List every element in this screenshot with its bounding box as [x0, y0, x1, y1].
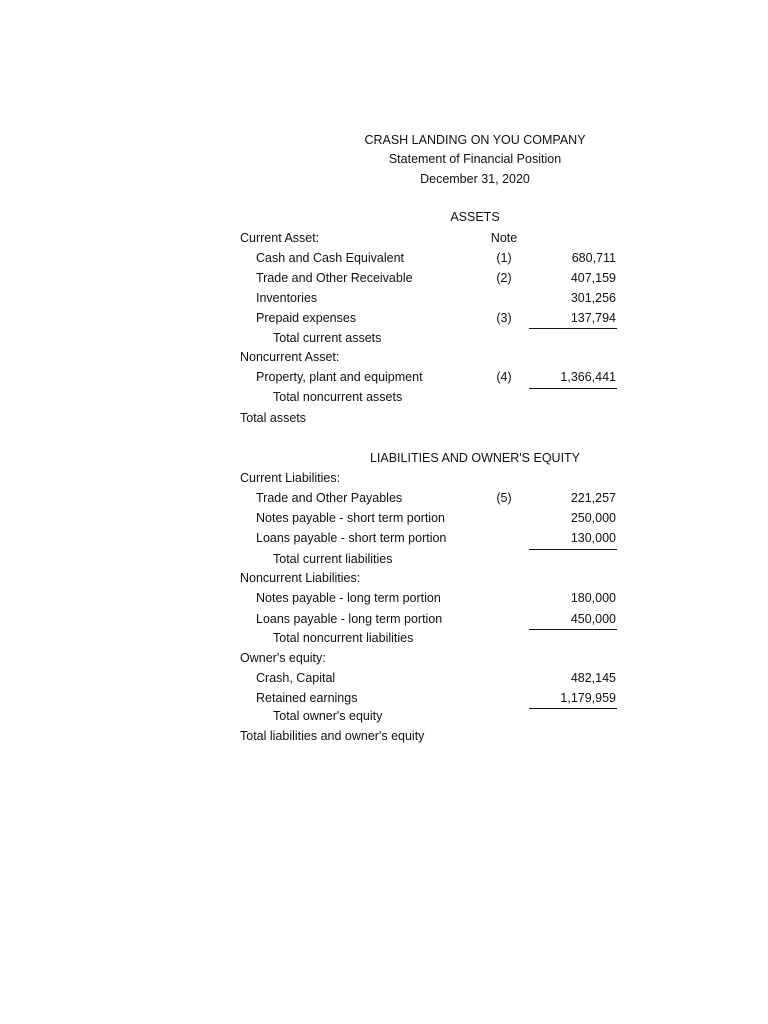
assets-heading: ASSETS [450, 210, 500, 224]
line-item-label: Notes payable - short term portion [256, 511, 445, 525]
line-item-amount: 250,000 [570, 511, 616, 525]
total-assets-label: Total assets [240, 411, 307, 425]
line-item-amount: 301,256 [570, 291, 616, 305]
total-current-assets-label: Total current assets [273, 331, 382, 345]
line-item-note: (5) [496, 491, 512, 505]
line-item-label: Property, plant and equipment [256, 370, 423, 384]
grand-total-row [0, 729, 768, 749]
line-item-label: Prepaid expenses [256, 311, 357, 325]
owners-equity-label: Owner's equity: [240, 651, 326, 665]
line-item-amount: 482,145 [570, 671, 616, 685]
subtotal-rule [529, 388, 617, 389]
line-item-amount: 1,179,959 [560, 691, 616, 705]
note-column-header: Note [490, 231, 518, 245]
current-liabilities-label: Current Liabilities: [240, 471, 341, 485]
current-liabilities-header-row [0, 471, 768, 491]
total-owners-equity-label: Total owner's equity [273, 709, 383, 723]
table-row [0, 491, 768, 511]
noncurrent-liabilities-label: Noncurrent Liabilities: [240, 571, 361, 585]
subtotal-rule [529, 629, 617, 630]
total-noncurrent-liabilities-label: Total noncurrent liabilities [273, 631, 414, 645]
line-item-note: (3) [496, 311, 512, 325]
total-noncurrent-assets-row [0, 390, 768, 410]
line-item-amount: 137,794 [570, 311, 616, 325]
total-assets-row [0, 411, 768, 431]
line-item-label: Crash, Capital [256, 671, 336, 685]
noncurrent-assets-label: Noncurrent Asset: [240, 350, 340, 364]
company-name: CRASH LANDING ON YOU COMPANY [364, 133, 586, 147]
line-item-amount: 180,000 [570, 591, 616, 605]
total-noncurrent-assets-label: Total noncurrent assets [273, 390, 403, 404]
table-row [0, 612, 768, 632]
line-item-label: Inventories [256, 291, 318, 305]
table-row [0, 370, 768, 390]
line-item-label: Loans payable - long term portion [256, 612, 443, 626]
table-row [0, 271, 768, 291]
line-item-amount: 680,711 [571, 251, 616, 265]
current-assets-label: Current Asset: [240, 231, 320, 245]
line-item-label: Trade and Other Payables [256, 491, 403, 505]
line-item-amount: 450,000 [570, 612, 616, 626]
subtotal-rule [529, 328, 617, 329]
line-item-label: Retained earnings [256, 691, 358, 705]
total-noncurrent-liabilities-row [0, 631, 768, 651]
line-item-label: Notes payable - long term portion [256, 591, 441, 605]
line-item-amount: 221,257 [570, 491, 616, 505]
grand-total-label: Total liabilities and owner's equity [240, 729, 425, 743]
noncurrent-assets-header-row [0, 350, 768, 370]
owners-equity-header-row [0, 651, 768, 671]
table-row [0, 291, 768, 311]
line-item-label: Trade and Other Receivable [256, 271, 413, 285]
line-item-amount: 407,159 [570, 271, 616, 285]
line-item-amount: 1,366,441 [560, 370, 616, 384]
current-assets-header-row [0, 231, 768, 251]
total-owners-equity-row [0, 709, 768, 729]
table-row [0, 251, 768, 271]
table-row [0, 511, 768, 531]
liabilities-equity-heading: LIABILITIES AND OWNER'S EQUITY [369, 451, 581, 465]
line-item-note: (4) [496, 370, 512, 384]
noncurrent-liabilities-header-row [0, 571, 768, 591]
statement-title: Statement of Financial Position [388, 152, 562, 166]
table-row [0, 671, 768, 691]
table-row [0, 691, 768, 711]
total-current-liabilities-label: Total current liabilities [273, 552, 393, 566]
table-row [0, 531, 768, 551]
table-row [0, 311, 768, 331]
line-item-amount: 130,000 [570, 531, 616, 545]
total-current-liabilities-row [0, 552, 768, 572]
line-item-note: (2) [496, 271, 512, 285]
total-current-assets-row [0, 331, 768, 351]
statement-date: December 31, 2020 [420, 172, 530, 186]
table-row [0, 591, 768, 611]
subtotal-rule [529, 549, 617, 550]
line-item-label: Loans payable - short term portion [256, 531, 447, 545]
line-item-label: Cash and Cash Equivalent [256, 251, 405, 265]
line-item-note: (1) [496, 251, 512, 265]
